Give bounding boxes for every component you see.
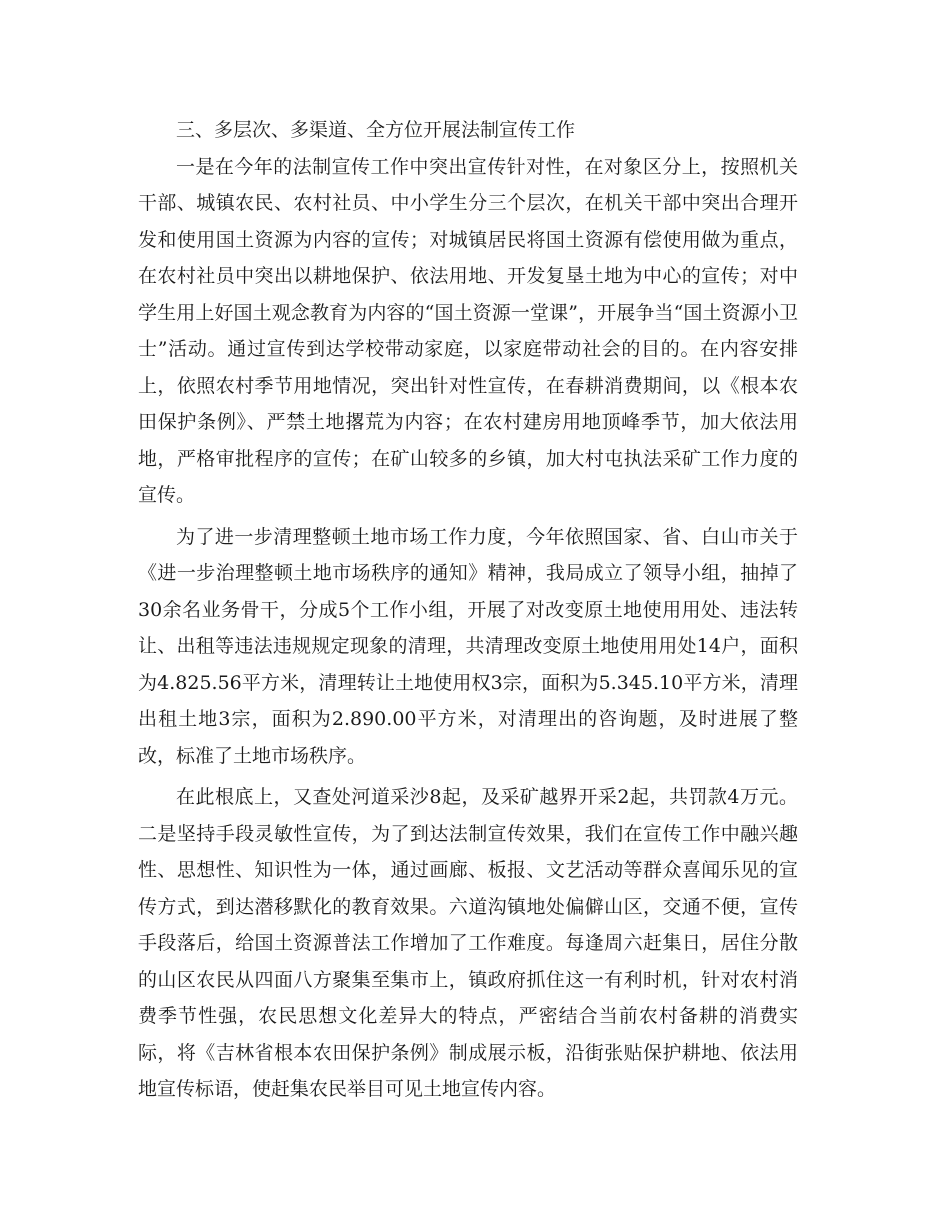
document-body [138, 112, 798, 1108]
paragraph-flexible-publicity: 在此根底上，又查处河道采沙8起，及采矿越界开采2起，共罚款4万元。二是坚持手段灵敏性宣传，为了到达法制宣传效果，我们在宣传工作中融兴趣性、思想性、知识性为一体，通过画廊、板报、文艺活动等群众喜闻乐见的宣传方式，到达潜移默化的教育效果。六道沟镇地处偏僻山区，交通不便，宣传手段落后，给国土资源普法工作增加了工作难度。每逢周六赶集日，居住分散的山区农民从四面八方聚集至集市上，镇政府抓住这一有利时机，针对农村消费季节性强，农民思想文化差异大的特点，严密结合当前农村备耕的消费实际，将《吉林省根本农田保护条例》制成展示板，沿街张贴保护耕地、依法用地宣传标语，使赶集农民举目可见土地宣传内容。 [138, 786, 798, 1100]
paragraph-publicity-targeting: 一是在今年的法制宣传工作中突出宣传针对性，在对象区分上，按照机关干部、城镇农民、农村社员、中小学生分三个层次，在机关干部中突出合理开发和使用国土资源为内容的宣传；对城镇居民将国土资源有偿使用做为重点，在农村社员中突出以耕地保护、依法用地、开发复垦土地为中心的宣传；对中学生用上好国土观念教育为内容的“国土资源一堂课”，开展争当“国土资源小卫士”活动。通过宣传到达学校带动家庭，以家庭带动社会的目的。在内容安排上，依照农村季节用地情况，突出针对性宣传，在春耕消费期间，以《根本农田保护条例》、严禁土地撂荒为内容；在农村建房用地顶峰季节，加大依法用地，严格审批程序的宣传；在矿山较多的乡镇，加大村屯执法采矿工作力度的宣传。 [138, 155, 798, 506]
paragraph-land-market-rectification: 为了进一步清理整顿土地市场工作力度，今年依照国家、省、白山市关于《进一步治理整顿土地市场秩序的通知》精神，我局成立了领导小组，抽掉了30余名业务骨干，分成5个工作小组，开展了对改变原土地使用用处、违法转让、出租等违法违规规定现象的清理，共清理改变原土地使用用处14户，面积为4.825.56平方米，清理转让土地使用权3宗，面积为5.345.10平方米，清理出租土地3宗，面积为2.890.00平方米，对清理出的咨询题，及时进展了整改，标准了土地市场秩序。 [138, 525, 798, 767]
section-heading: 三、多层次、多渠道、全方位开展法制宣传工作 [176, 119, 576, 141]
